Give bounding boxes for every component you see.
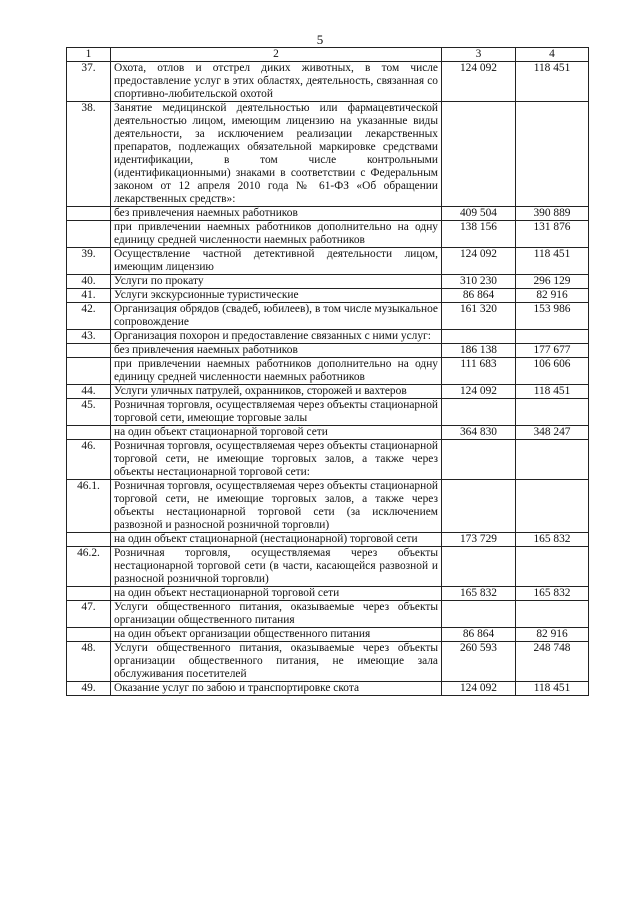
row-description: Организация похорон и предоставление связанных с ними услуг:: [111, 330, 442, 344]
row-description: Осуществление частной детективной деятельности лицом, имеющим лицензию: [111, 248, 442, 275]
row-value-col4: 177 677: [516, 344, 589, 358]
row-description: без привлечения наемных работников: [111, 344, 442, 358]
row-description: при привлечении наемных работников дополнительно на одну единицу средней численности наемных работников: [111, 358, 442, 385]
table-row: [67, 330, 589, 344]
row-value-col3: 124 092: [442, 385, 516, 399]
row-value-col3: 124 092: [442, 62, 516, 102]
table-row: [67, 601, 589, 628]
row-value-col3: [442, 440, 516, 480]
row-number: 48.: [67, 642, 111, 682]
table-row: [67, 303, 589, 330]
table-row: [67, 248, 589, 275]
table-row: [67, 385, 589, 399]
row-value-col3: 86 864: [442, 628, 516, 642]
table-row: [67, 426, 589, 440]
row-value-col3: [442, 547, 516, 587]
row-value-col4: 82 916: [516, 628, 589, 642]
row-number: 42.: [67, 303, 111, 330]
row-value-col4: [516, 547, 589, 587]
row-value-col4: 296 129: [516, 275, 589, 289]
row-number: 49.: [67, 682, 111, 696]
column-header: 3: [442, 48, 516, 62]
row-number: 38.: [67, 102, 111, 207]
tax-rate-table: [66, 47, 589, 696]
row-number: [67, 344, 111, 358]
row-value-col3: 86 864: [442, 289, 516, 303]
row-value-col4: 82 916: [516, 289, 589, 303]
row-number: 44.: [67, 385, 111, 399]
table-row: [67, 440, 589, 480]
row-value-col3: 111 683: [442, 358, 516, 385]
table-row: [67, 207, 589, 221]
row-number: 47.: [67, 601, 111, 628]
row-value-col3: [442, 102, 516, 207]
row-value-col4: 118 451: [516, 682, 589, 696]
row-description: при привлечении наемных работников дополнительно на одну единицу средней численности наемных работников: [111, 221, 442, 248]
row-value-col3: 124 092: [442, 682, 516, 696]
row-value-col4: [516, 480, 589, 533]
table-row: [67, 399, 589, 426]
table-row: [67, 102, 589, 207]
row-value-col4: [516, 601, 589, 628]
row-value-col3: 364 830: [442, 426, 516, 440]
table-row: [67, 275, 589, 289]
row-description: Услуги по прокату: [111, 275, 442, 289]
row-description: Розничная торговля, осуществляемая через объекты стационарной торговой сети, не имеющие торговых залов, а также через объекты нестационарной торговой сети:: [111, 440, 442, 480]
row-value-col4: 165 832: [516, 533, 589, 547]
table-row: [67, 533, 589, 547]
row-description: на один объект нестационарной торговой сети: [111, 587, 442, 601]
row-value-col4: 153 986: [516, 303, 589, 330]
row-value-col4: 118 451: [516, 62, 589, 102]
table-row: [67, 221, 589, 248]
row-value-col3: [442, 480, 516, 533]
row-number: [67, 358, 111, 385]
row-number: 37.: [67, 62, 111, 102]
row-description: Услуги уличных патрулей, охранников, сторожей и вахтеров: [111, 385, 442, 399]
table-row: [67, 642, 589, 682]
row-number: [67, 426, 111, 440]
table-row: [67, 547, 589, 587]
row-description: Занятие медицинской деятельностью или фармацевтической деятельностью лицом, имеющим лицензию на указанные виды деятельности, за исключением реализации лекарственных препаратов, подлежащих обязательной маркировке средствами идентификации, в том числе контрольными (идентификационными) знаками в соответствии с Федеральным законом от 12 апреля 2010 года № 61-ФЗ «Об обращении лекарственных средств»:: [111, 102, 442, 207]
row-description: Розничная торговля, осуществляемая через объекты стационарной торговой сети, имеющие торговые залы: [111, 399, 442, 426]
row-value-col3: 124 092: [442, 248, 516, 275]
table-row: [67, 344, 589, 358]
row-value-col3: [442, 601, 516, 628]
row-value-col4: [516, 102, 589, 207]
table-row: [67, 289, 589, 303]
row-number: [67, 628, 111, 642]
table-body: [67, 62, 589, 696]
row-value-col4: 165 832: [516, 587, 589, 601]
row-value-col4: 118 451: [516, 385, 589, 399]
table-row: [67, 587, 589, 601]
column-header: 4: [516, 48, 589, 62]
row-number: 43.: [67, 330, 111, 344]
row-description: Розничная торговля, осуществляемая через объекты стационарной торговой сети, не имеющие торговых залов, а также через объекты нестационарной торговой сети (за исключением развозной и разносной розничной торговли): [111, 480, 442, 533]
row-number: [67, 533, 111, 547]
row-value-col4: [516, 330, 589, 344]
row-number: 46.: [67, 440, 111, 480]
row-value-col3: 173 729: [442, 533, 516, 547]
row-description: Розничная торговля, осуществляемая через объекты нестационарной торговой сети (в части, касающейся развозной и разносной розничной торговли): [111, 547, 442, 587]
row-number: 41.: [67, 289, 111, 303]
row-value-col3: 165 832: [442, 587, 516, 601]
row-number: 46.1.: [67, 480, 111, 533]
row-number: 40.: [67, 275, 111, 289]
row-description: Услуги общественного питания, оказываемые через объекты организации общественного питания, не имеющие зала обслуживания посетителей: [111, 642, 442, 682]
row-number: [67, 221, 111, 248]
table-row: [67, 682, 589, 696]
row-number: 39.: [67, 248, 111, 275]
row-value-col3: 186 138: [442, 344, 516, 358]
row-description: Услуги общественного питания, оказываемые через объекты организации общественного питания: [111, 601, 442, 628]
row-value-col4: [516, 399, 589, 426]
row-value-col4: 390 889: [516, 207, 589, 221]
row-description: Услуги экскурсионные туристические: [111, 289, 442, 303]
row-value-col3: 260 593: [442, 642, 516, 682]
row-value-col3: 138 156: [442, 221, 516, 248]
row-description: на один объект стационарной торговой сети: [111, 426, 442, 440]
row-description: Оказание услуг по забою и транспортировке скота: [111, 682, 442, 696]
row-description: Охота, отлов и отстрел диких животных, в том числе предоставление услуг в этих областях, деятельность, связанная со спортивно-любительской охотой: [111, 62, 442, 102]
row-description: Организация обрядов (свадеб, юбилеев), в том числе музыкальное сопровождение: [111, 303, 442, 330]
row-description: на один объект организации общественного питания: [111, 628, 442, 642]
row-value-col3: [442, 399, 516, 426]
row-value-col4: 131 876: [516, 221, 589, 248]
row-value-col3: 161 320: [442, 303, 516, 330]
row-number: [67, 207, 111, 221]
column-header: 2: [111, 48, 442, 62]
row-value-col3: [442, 330, 516, 344]
row-value-col4: 248 748: [516, 642, 589, 682]
table-row: [67, 628, 589, 642]
table-header-row: [67, 48, 589, 62]
row-number: 45.: [67, 399, 111, 426]
row-value-col4: 106 606: [516, 358, 589, 385]
table-row: [67, 358, 589, 385]
page-number: 5: [316, 32, 324, 47]
row-value-col4: 118 451: [516, 248, 589, 275]
row-value-col4: [516, 440, 589, 480]
row-value-col4: 348 247: [516, 426, 589, 440]
table-row: [67, 62, 589, 102]
row-value-col3: 310 230: [442, 275, 516, 289]
column-header: 1: [67, 48, 111, 62]
row-number: 46.2.: [67, 547, 111, 587]
row-number: [67, 587, 111, 601]
row-description: без привлечения наемных работников: [111, 207, 442, 221]
table-row: [67, 480, 589, 533]
row-value-col3: 409 504: [442, 207, 516, 221]
row-description: на один объект стационарной (нестационарной) торговой сети: [111, 533, 442, 547]
